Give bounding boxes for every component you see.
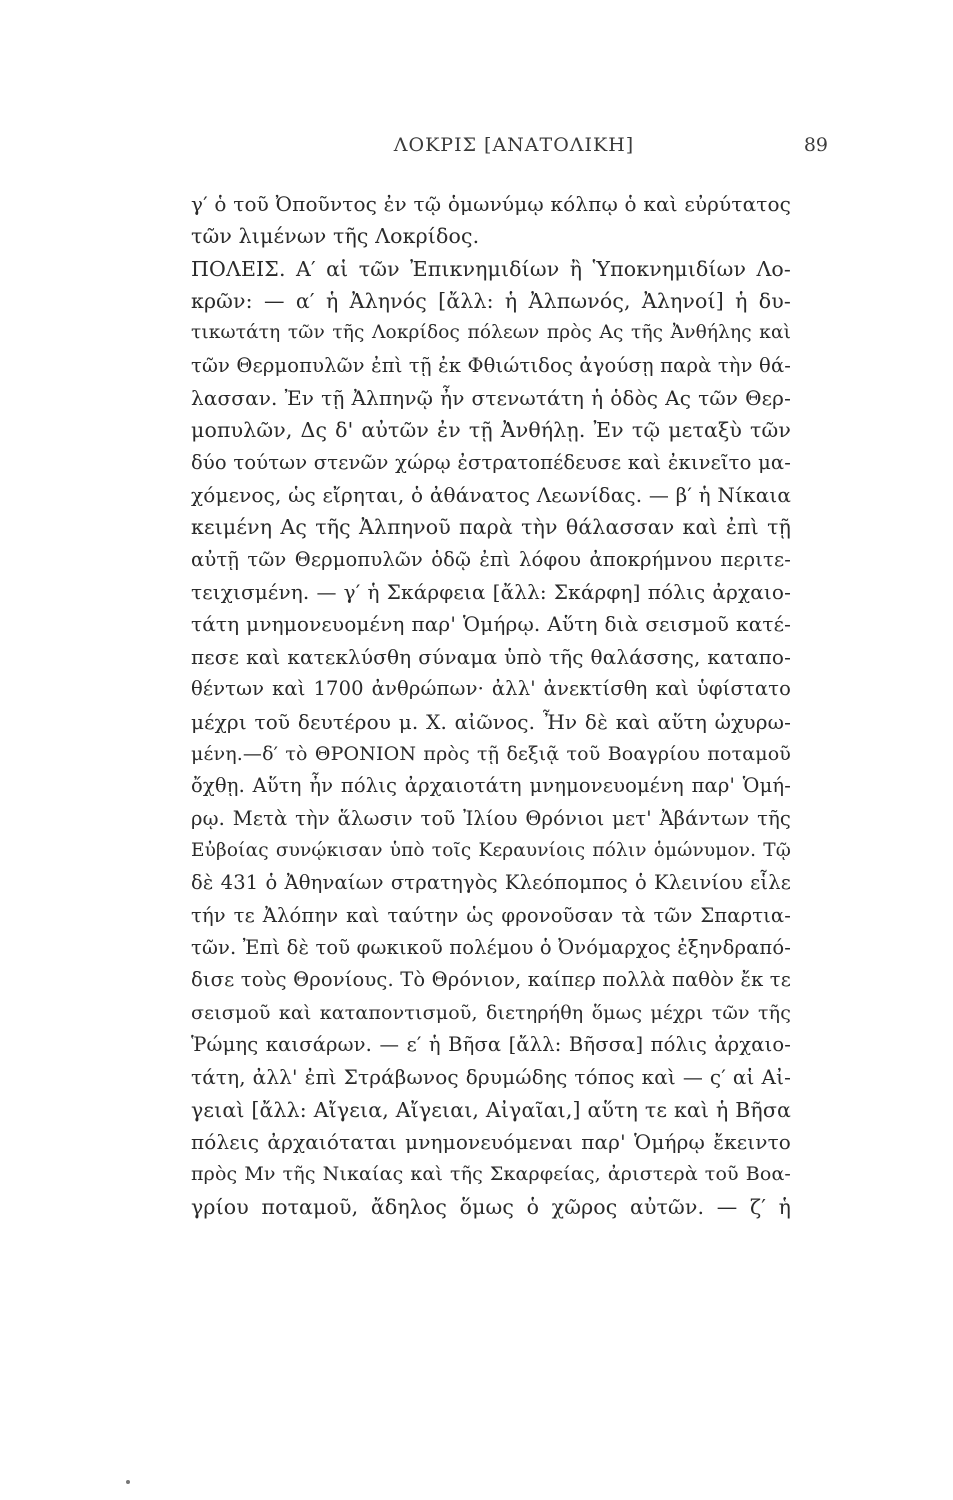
text-line: ὄχθῃ. Αὕτη ἦν πόλις ἀρχαιοτάτη μνημονευομένη παρ' Ὁμή- bbox=[191, 774, 791, 798]
text-line: τῶν Θερμοπυλῶν ἐπὶ τῇ ἐκ Φθιώτιδος ἀγούσῃ παρὰ τὴν θά- bbox=[191, 353, 791, 377]
text-line: δὲ 431 ὁ Ἀθηναίων στρατηγὸς Κλεόπομπος ὁ Κλεινίου εἷλε bbox=[191, 871, 791, 895]
body-text bbox=[191, 188, 791, 1223]
text-line: τῶν λιμένων τῆς Λοκρίδος. bbox=[191, 224, 480, 249]
text-line: δισε τοὺς Θρονίους. Τὸ Θρόνιον, καίπερ πολλὰ παθὸν ἔκ τε bbox=[191, 968, 791, 992]
text-line: σεισμοῦ καὶ καταποντισμοῦ, διετηρήθη ὅμως μέχρι τῶν τῆς bbox=[191, 1001, 791, 1024]
text-line: χόμενος, ὡς εἴρηται, ὁ ἀθάνατος Λεωνίδας. — β′ ἡ Νίκαια bbox=[191, 483, 791, 508]
text-line: Ῥώμης καισάρων. — ε′ ἡ Βῆσα [ἄλλ: Βῆσσα] πόλις ἀρχαιο- bbox=[191, 1032, 791, 1056]
text-line: τῶν. Ἐπὶ δὲ τοῦ φωκικοῦ πολέμου ὁ Ὀνόμαρχος ἐξηνδραπό- bbox=[191, 935, 791, 959]
text-line: τάτη μνημονευομένη παρ' Ὁμήρῳ. Αὕτη διὰ σεισμοῦ κατέ- bbox=[191, 612, 791, 637]
text-line: δύο τούτων στενῶν χώρῳ ἐστρατοπέδευσε καὶ ἐκινεῖτο μα- bbox=[191, 450, 791, 474]
text-line: λασσαν. Ἐν τῇ Ἀλπηνῷ ἦν στενωτάτη ἡ ὁδὸς Ας τῶν Θερ- bbox=[191, 386, 791, 411]
text-line: γειαὶ [ἄλλ: Αἴγεια, Αἴγειαι, Αἰγαῖαι,] αὕτη τε καὶ ἡ Βῆσα bbox=[191, 1097, 791, 1122]
text-line: πόλεις ἀρχαιόταται μνημονευόμεναι παρ' Ὁμήρῳ ἔκειντο bbox=[191, 1129, 791, 1154]
paper-speck bbox=[126, 1480, 130, 1484]
text-line: πρὸς Μν τῆς Νικαίας καὶ τῆς Σκαρφείας, ἀριστερὰ τοῦ Βοα- bbox=[191, 1163, 791, 1186]
text-line: μέχρι τοῦ δευτέρου μ. Χ. αἰῶνος. Ἦν δὲ καὶ αὕτη ὠχυρω- bbox=[191, 709, 791, 734]
text-line: μένη.—δ′ τὸ ΘΡΟΝΙΟΝ πρὸς τῇ δεξιᾷ τοῦ Βοαγρίου ποταμοῦ bbox=[191, 742, 791, 765]
text-line: ρῳ. Μετὰ τὴν ἅλωσιν τοῦ Ἰλίου Θρόνιοι μετ' Ἀβάντων τῆς bbox=[191, 806, 791, 830]
text-line: κειμένη Ας τῆς Ἀλπηνοῦ παρὰ τὴν θάλασσαν καὶ ἐπὶ τῇ bbox=[191, 515, 791, 540]
text-line: μοπυλῶν, Δς δ' αὐτῶν ἐν τῇ Ἀνθήλῃ. Ἐν τῷ μεταξὺ τῶν bbox=[191, 418, 791, 443]
running-head: ΛΟΚΡΙΣ [ΑΝΑΤΟΛΙΚΗ] bbox=[393, 134, 635, 156]
text-line: θέντων καὶ 1700 ἀνθρώπων· ἀλλ' ἀνεκτίσθη καὶ ὑφίστατο bbox=[191, 677, 791, 701]
text-line: τικωτάτη τῶν τῆς Λοκρίδος πόλεων πρὸς Ας τῆς Ἀνθήλης καὶ bbox=[191, 322, 791, 344]
text-line: τήν τε Ἀλόπην καὶ ταύτην ὡς φρονοῦσαν τὰ τῶν Σπαρτια- bbox=[191, 903, 791, 927]
page-number: 89 bbox=[803, 134, 828, 156]
text-line: τάτη, ἀλλ' ἐπὶ Στράβωνος δρυμώδης τόπος καὶ — ς′ αἱ Αἰ- bbox=[191, 1065, 791, 1090]
page-header bbox=[200, 134, 828, 164]
text-line: γρίου ποταμοῦ, ἄδηλος ὅμως ὁ χῶρος αὐτῶν. — ζ′ ἡ bbox=[191, 1194, 791, 1219]
text-line: πεσε καὶ κατεκλύσθη σύναμα ὑπὸ τῆς θαλάσσης, καταπο- bbox=[191, 644, 791, 669]
text-line: κρῶν: — α′ ἡ Ἀληνός [ἄλλ: ἡ Ἀλπωνός, Ἀληνοί] ἡ δυ- bbox=[191, 289, 791, 314]
text-line: γ′ ὁ τοῦ Ὀποῦντος ἐν τῷ ὁμωνύμῳ κόλπῳ ὁ καὶ εὐρύτατος bbox=[191, 192, 791, 216]
text-line: τειχισμένη. — γ′ ἡ Σκάρφεια [ἄλλ: Σκάρφη] πόλις ἀρχαιο- bbox=[191, 580, 791, 605]
text-line: Εὐβοίας συνῴκισαν ὑπὸ τοῖς Κεραυνίοις πόλιν ὁμώνυμον. Τῷ bbox=[191, 839, 791, 861]
text-line: ΠΟΛΕΙΣ. Α′ αἱ τῶν Ἐπικνημιδίων ἢ Ὑποκνημιδίων Λο- bbox=[191, 256, 791, 281]
text-line: αὐτῇ τῶν Θερμοπυλῶν ὁδῷ ἐπὶ λόφου ἀποκρήμνου περιτε- bbox=[191, 547, 791, 571]
